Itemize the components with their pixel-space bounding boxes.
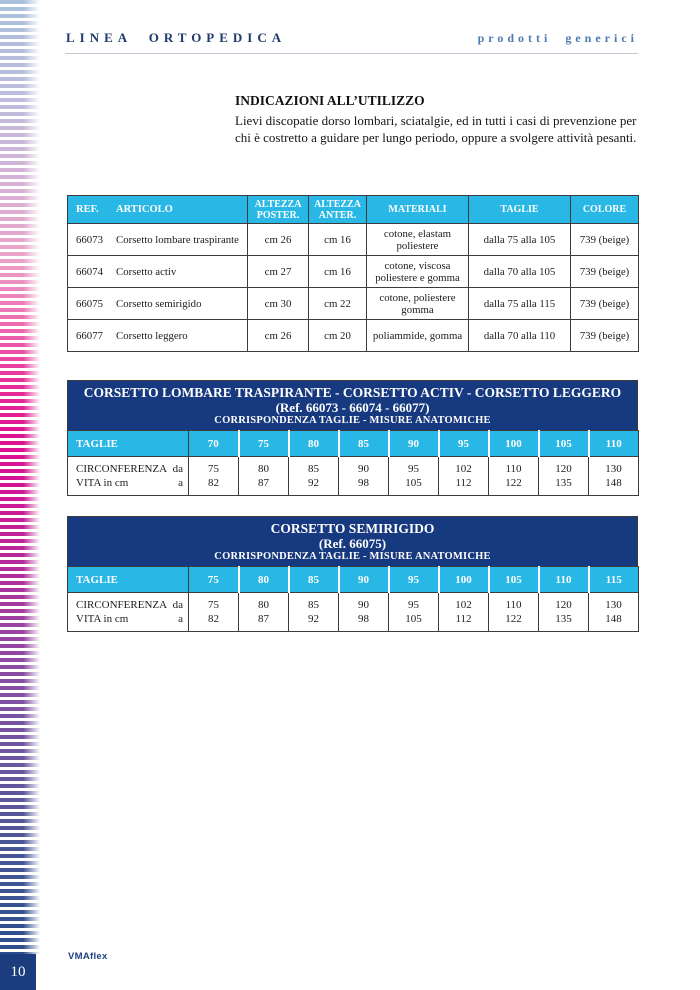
range-cell: 90 98 <box>339 457 389 496</box>
sizes-header-row <box>68 431 639 457</box>
ref-value: 66075 <box>76 297 103 310</box>
ref-value: 66073 <box>76 233 103 246</box>
intro-title: INDICAZIONI ALL’UTILIZZO <box>235 93 425 108</box>
alt-ant-cell: cm 16 <box>309 224 367 256</box>
decorative-stripes <box>0 0 42 954</box>
page-number-badge: 10 <box>0 954 36 990</box>
range-cell: 120 135 <box>539 457 589 496</box>
ref-value: 66077 <box>76 329 103 342</box>
label-circonferenza: CIRCONFERENZA <box>76 463 168 475</box>
ref-articolo-cell <box>68 320 248 352</box>
header-materiali: MATERIALI <box>367 196 469 224</box>
banner-title: CORSETTO LOMBARE TRASPIRANTE - CORSETTO ACTIV - CORSETTO LEGGERO <box>83 385 622 400</box>
range-cell: 130 148 <box>589 457 639 496</box>
intro-body: Lievi discopatie dorso lombari, sciatalgie, ed in tutti i casi di prevenzione per chi è costretto a guidare per lungo periodo, oppure a svolgere attività pesanti. <box>235 113 637 145</box>
label-da: da <box>172 463 183 475</box>
prodotti-generici-label: prodotti generici <box>477 31 638 45</box>
range-cell: 110 122 <box>489 457 539 496</box>
page-header <box>66 30 638 46</box>
range-cell: 102 112 <box>439 593 489 632</box>
size-header: 110 <box>589 431 639 457</box>
taglie-cell: dalla 70 alla 110 <box>469 320 571 352</box>
size-header: 105 <box>539 431 589 457</box>
materiali-cell: cotone, viscosa poliestere e gomma <box>367 256 469 288</box>
size-header: 100 <box>439 567 489 593</box>
range-cell: 110 122 <box>489 593 539 632</box>
size-header: 85 <box>289 567 339 593</box>
size-header: 80 <box>239 567 289 593</box>
alt-post-cell: cm 27 <box>248 256 309 288</box>
size-table-banner <box>67 516 638 566</box>
ref-articolo-cell <box>68 256 248 288</box>
alt-ant-cell: cm 22 <box>309 288 367 320</box>
label-vita: VITA in cm <box>76 477 129 489</box>
header-row <box>68 196 639 224</box>
circumference-row <box>68 457 639 496</box>
banner-ref: (Ref. 66073 - 66074 - 66077) <box>275 400 430 415</box>
alt-post-cell: cm 26 <box>248 320 309 352</box>
table-row <box>68 224 639 256</box>
size-header: 90 <box>389 431 439 457</box>
size-header: 105 <box>489 567 539 593</box>
range-cell: 75 82 <box>189 593 239 632</box>
sizes-header-row <box>68 567 639 593</box>
header-altezza-poster: ALTEZZA POSTER. <box>248 196 309 224</box>
colore-cell: 739 (beige) <box>571 320 639 352</box>
size-table-semirigido <box>67 516 638 632</box>
range-cell: 130 148 <box>589 593 639 632</box>
alt-ant-cell: cm 20 <box>309 320 367 352</box>
label-a: a <box>178 613 183 625</box>
table-row <box>68 256 639 288</box>
label-vita: VITA in cm <box>76 613 129 625</box>
size-header: 75 <box>239 431 289 457</box>
intro-section <box>235 93 638 146</box>
range-cell: 80 87 <box>239 457 289 496</box>
ref-value: 66074 <box>76 265 103 278</box>
materiali-cell: poliammide, gomma <box>367 320 469 352</box>
size-header: 70 <box>189 431 239 457</box>
circumference-row <box>68 593 639 632</box>
banner-ref: (Ref. 66075) <box>318 536 387 551</box>
alt-ant-cell: cm 16 <box>309 256 367 288</box>
banner-subtitle: CORRISPONDENZA TAGLIE - MISURE ANATOMICHE <box>214 415 491 426</box>
products-table <box>67 195 639 352</box>
taglie-cell: dalla 75 alla 115 <box>469 288 571 320</box>
circumference-label <box>68 593 189 632</box>
size-header: 100 <box>489 431 539 457</box>
range-cell: 120 135 <box>539 593 589 632</box>
range-cell: 90 98 <box>339 593 389 632</box>
size-header: 115 <box>589 567 639 593</box>
sizes-table <box>67 430 639 496</box>
range-cell: 85 92 <box>289 593 339 632</box>
header-taglie: TAGLIE <box>469 196 571 224</box>
ref-articolo-cell <box>68 288 248 320</box>
range-cell: 95 105 <box>389 593 439 632</box>
header-articolo: ARTICOLO <box>116 204 173 215</box>
alt-post-cell: cm 30 <box>248 288 309 320</box>
label-circonferenza: CIRCONFERENZA <box>76 599 168 611</box>
products-table-header <box>68 196 639 224</box>
materiali-cell: cotone, elastam poliestere <box>367 224 469 256</box>
banner-subtitle: CORRISPONDENZA TAGLIE - MISURE ANATOMICHE <box>214 551 491 562</box>
banner-title: CORSETTO SEMIRIGIDO <box>270 521 435 536</box>
header-ref-articolo <box>68 196 248 224</box>
range-cell: 75 82 <box>189 457 239 496</box>
articolo-value: Corsetto semirigido <box>116 297 202 310</box>
alt-post-cell: cm 26 <box>248 224 309 256</box>
articolo-value: Corsetto lombare traspirante <box>116 233 239 246</box>
colore-cell: 739 (beige) <box>571 256 639 288</box>
articolo-value: Corsetto leggero <box>116 329 188 342</box>
colore-cell: 739 (beige) <box>571 224 639 256</box>
header-altezza-anter: ALTEZZA ANTER. <box>309 196 367 224</box>
table-row <box>68 288 639 320</box>
range-cell: 80 87 <box>239 593 289 632</box>
header-colore: COLORE <box>571 196 639 224</box>
range-cell: 102 112 <box>439 457 489 496</box>
range-cell: 95 105 <box>389 457 439 496</box>
sizes-table <box>67 566 639 632</box>
size-header: 110 <box>539 567 589 593</box>
brand-logo: VMAflex <box>68 951 108 962</box>
size-header: 75 <box>189 567 239 593</box>
linea-ortopedica-title: LINEA ORTOPEDICA <box>66 30 287 45</box>
label-da: da <box>172 599 183 611</box>
taglie-label: TAGLIE <box>68 567 189 593</box>
taglie-cell: dalla 75 alla 105 <box>469 224 571 256</box>
size-header: 95 <box>439 431 489 457</box>
size-table-banner <box>67 380 638 430</box>
size-header: 85 <box>339 431 389 457</box>
colore-cell: 739 (beige) <box>571 288 639 320</box>
ref-articolo-cell <box>68 224 248 256</box>
taglie-label: TAGLIE <box>68 431 189 457</box>
taglie-cell: dalla 70 alla 105 <box>469 256 571 288</box>
size-table-traspirante-activ-leggero <box>67 380 638 496</box>
size-header: 80 <box>289 431 339 457</box>
circumference-label <box>68 457 189 496</box>
articolo-value: Corsetto activ <box>116 265 177 278</box>
materiali-cell: cotone, poliestere gomma <box>367 288 469 320</box>
header-ref: REF. <box>76 204 99 215</box>
label-a: a <box>178 477 183 489</box>
range-cell: 85 92 <box>289 457 339 496</box>
header-divider <box>65 53 638 54</box>
size-header: 90 <box>339 567 389 593</box>
table-row <box>68 320 639 352</box>
size-header: 95 <box>389 567 439 593</box>
